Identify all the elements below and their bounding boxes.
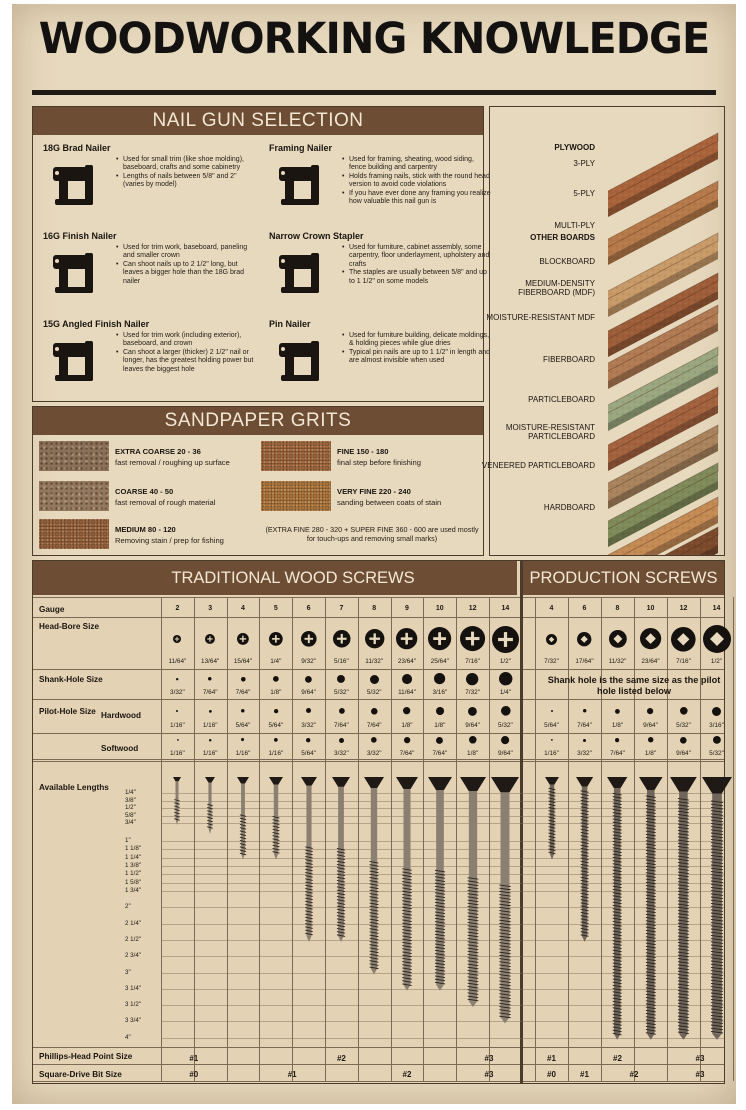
- gauge-value: 10: [646, 605, 655, 612]
- softwood-value: 1/8": [644, 750, 657, 757]
- board-label: PARTICLEBOARD: [528, 395, 595, 404]
- board-label: MOISTURE-RESISTANT MDF: [486, 313, 595, 322]
- gun-usage-item: • Can shoot nails up to 2 1/2" long, but leaves a bigger hole than the 18G brad nailer: [123, 261, 259, 286]
- head-bore-value: 7/32": [544, 658, 559, 665]
- hardwood-value: 1/8": [401, 722, 413, 729]
- gun-usage-item: • Holds framing nails, stick with the round head version to avoid code violations: [349, 173, 491, 190]
- nail-gun-section: [32, 106, 491, 402]
- head-bore-value: 11/32": [608, 658, 627, 665]
- row-label-softwood: Softwood: [101, 744, 139, 753]
- hardwood-value: 9/64": [465, 722, 480, 729]
- softwood-value: 3/32": [334, 750, 349, 757]
- gauge-value: 6: [582, 605, 587, 612]
- page-title: WOODWORKING KNOWLEDGE: [38, 14, 710, 64]
- board-label: HARDBOARD: [543, 503, 595, 512]
- row-label-gauge: Gauge: [39, 605, 65, 614]
- grid-rule: [161, 597, 162, 1081]
- softwood-value: 5/64": [301, 750, 316, 757]
- grit-swatch: [39, 519, 109, 549]
- head-bore-value: 1/4": [270, 658, 282, 665]
- length-label: 3 3/4": [125, 1017, 141, 1025]
- shank-hole-value: 5/32": [366, 689, 382, 696]
- shank-hole-value: 9/64": [301, 689, 316, 696]
- shank-hole-value: 5/32": [334, 689, 349, 696]
- board-label: BLOCKBOARD: [539, 257, 595, 266]
- gun-usage-list: [339, 244, 491, 286]
- hardwood-value: 1/16": [170, 722, 185, 729]
- square-size: #0: [189, 1070, 199, 1079]
- grit-use: fast removal of rough material: [115, 498, 216, 507]
- shank-hole-value: 1/8": [270, 689, 282, 696]
- length-label: 1 1/8": [125, 845, 141, 853]
- crown-stapler-icon: [271, 247, 333, 297]
- row-label-head_bore: Head-Bore Size: [39, 622, 100, 631]
- row-label-pilot_hole: Pilot-Hole Size: [39, 707, 96, 716]
- gauge-value: 2: [175, 605, 180, 612]
- length-label: 3 1/2": [125, 1001, 141, 1009]
- board-label: OTHER BOARDS: [530, 233, 595, 242]
- title-divider: [32, 90, 716, 95]
- grid-rule: [33, 1047, 724, 1048]
- grit-name: COARSE 40 - 50: [115, 487, 174, 496]
- softwood-value: 1/16": [170, 750, 185, 757]
- gun-usage-list: [113, 156, 259, 190]
- gun-name: 18G Brad Nailer: [43, 143, 111, 153]
- phillips-size: #1: [547, 1054, 556, 1063]
- grid-rule: [33, 1064, 724, 1065]
- row-label-lengths: Available Lengths: [39, 783, 109, 792]
- length-label: 1 1/2": [125, 870, 141, 878]
- gun-usage-item: • Used for furniture building, delicate moldings, & holding pieces while glue dries: [349, 332, 491, 349]
- row-label-shank_hole: Shank-Hole Size: [39, 675, 103, 684]
- grid-rule: [33, 733, 724, 734]
- shank-hole-value: 11/64": [398, 689, 416, 696]
- production-shank-note: Shank hole is the same size as the pilot hole listed below: [547, 675, 721, 696]
- grit-use: fast removal / roughing up surface: [115, 458, 230, 467]
- grid-rule: [33, 1081, 724, 1082]
- gun-usage-item: • Used for trim work, baseboard, paneling and smaller crown: [123, 244, 259, 261]
- grit-use: sanding between coats of stain: [337, 498, 442, 507]
- square-size: #2: [402, 1070, 412, 1079]
- head-bore-value: 15/64": [233, 658, 253, 665]
- shank-hole-value: 3/32": [170, 689, 185, 696]
- softwood-value: 9/64": [498, 750, 513, 757]
- head-bore-value: 1/2": [499, 658, 511, 665]
- square-size: #3: [695, 1070, 705, 1079]
- length-label: 3/4": [125, 819, 136, 826]
- hardwood-value: 7/64": [334, 722, 349, 729]
- board-label: 3-PLY: [573, 159, 595, 168]
- angled-nailer-icon: [45, 335, 107, 385]
- gauge-value: 12: [468, 605, 477, 612]
- grit-swatch: [261, 481, 331, 511]
- grid-rule: [194, 597, 195, 1081]
- gauge-value: 5: [273, 605, 278, 612]
- grid-rule: [227, 597, 228, 1081]
- head-bore-value: 23/64": [641, 658, 660, 665]
- length-label: 1 3/8": [125, 861, 141, 869]
- hardwood-value: 7/64": [366, 722, 382, 729]
- grid-rule: [535, 597, 536, 1081]
- board-label: 5-PLY: [573, 189, 595, 198]
- grid-rule: [33, 617, 724, 618]
- length-label: 1 3/4": [125, 886, 141, 894]
- gauge-value: 12: [679, 605, 688, 612]
- board-label: PLYWOOD: [554, 143, 595, 152]
- sandpaper-note: (EXTRA FINE 280 - 320 + SUPER FINE 360 - 600 are used mostly for touch-ups and removing small marks): [265, 525, 479, 543]
- length-label: 1 1/4": [125, 853, 141, 861]
- gauge-value: 7: [339, 605, 344, 612]
- softwood-value: 3/32": [577, 750, 592, 757]
- hardwood-value: 5/64": [235, 722, 251, 729]
- softwood-value: 3/32": [366, 750, 382, 757]
- softwood-value: 9/64": [676, 750, 691, 757]
- head-bore-value: 1/2": [710, 658, 723, 665]
- grid-rule: [33, 699, 724, 700]
- gun-usage-item: • Typical pin nails are up to 1 1/2" in length and are almost invisible when used: [349, 349, 491, 366]
- gun-usage-list: [113, 332, 259, 374]
- length-label: 2 1/2": [125, 935, 141, 943]
- hardwood-value: 1/8": [611, 722, 624, 729]
- brad-nailer-icon: [45, 159, 107, 209]
- softwood-value: 1/16": [235, 750, 251, 757]
- shank-hole-value: 7/64": [235, 689, 251, 696]
- grid-rule: [33, 761, 724, 762]
- head-bore-value: 23/64": [397, 658, 417, 665]
- softwood-value: 7/64": [399, 750, 415, 757]
- softwood-value: 7/64": [432, 750, 448, 757]
- head-bore-value: 13/64": [201, 658, 220, 665]
- softwood-value: 1/16": [268, 750, 284, 757]
- length-label: 2 1/4": [125, 919, 141, 927]
- gun-usage-item: • Used for furniture, cabinet assembly, some carpentry, floor underlayment, upholstery and crafts: [349, 244, 491, 269]
- gun-usage-list: [113, 244, 259, 286]
- gun-usage-list: [339, 156, 491, 206]
- grid-rule: [325, 597, 326, 1081]
- grit-swatch: [39, 481, 109, 511]
- phillips-size: #3: [484, 1054, 494, 1063]
- hardwood-value: 7/64": [577, 722, 592, 729]
- grid-rule: [391, 597, 392, 1081]
- head-bore-value: 5/16": [334, 658, 349, 665]
- phillips-size: #1: [189, 1054, 199, 1063]
- nail-gun-heading: NAIL GUN SELECTION: [33, 107, 483, 135]
- softwood-value: 1/16": [544, 750, 559, 757]
- pin-nailer-icon: [271, 335, 333, 385]
- hardwood-value: 5/32": [676, 722, 691, 729]
- board-label: VENEERED PARTICLEBOARD: [481, 461, 595, 470]
- softwood-value: 5/32": [709, 750, 724, 757]
- sandpaper-section: [32, 406, 484, 556]
- length-label: 1/4": [125, 789, 136, 796]
- grid-rule: [358, 597, 359, 1081]
- gauge-value: 4: [241, 605, 245, 612]
- grit-name: FINE 150 - 180: [337, 447, 389, 456]
- gun-usage-item: • If you have ever done any framing you realize how valuable this nail gun is: [349, 190, 491, 207]
- softwood-value: 1/8": [467, 750, 479, 757]
- grid-rule: [33, 597, 724, 598]
- gauge-value: 9: [405, 605, 409, 612]
- head-bore-value: 7/16": [676, 658, 691, 665]
- gauge-value: 8: [615, 605, 620, 612]
- hardwood-value: 1/8": [434, 722, 446, 729]
- gauge-value: 4: [549, 605, 554, 612]
- square-size: #1: [580, 1070, 589, 1079]
- gauge-value: 14: [712, 605, 721, 612]
- phillips-size: #3: [695, 1054, 705, 1063]
- poster: [12, 4, 736, 1104]
- board-label: MULTI-PLY: [554, 221, 595, 230]
- screws-section: [32, 560, 725, 1084]
- grit-name: VERY FINE 220 - 240: [337, 487, 411, 496]
- sandpaper-heading: SANDPAPER GRITS: [33, 407, 483, 435]
- square-size: #2: [629, 1070, 639, 1079]
- row-label-phillips: Phillips-Head Point Size: [39, 1052, 133, 1061]
- hardwood-value: 5/32": [498, 722, 513, 729]
- gun-name: 16G Finish Nailer: [43, 231, 117, 241]
- row-label-square: Square-Drive Bit Size: [39, 1070, 122, 1079]
- head-bore-value: 17/64": [575, 658, 594, 665]
- finish-nailer-icon: [45, 247, 107, 297]
- length-label: 1/2": [125, 804, 136, 811]
- grit-use: final step before finishing: [337, 458, 422, 467]
- gun-name: 15G Angled Finish Nailer: [43, 319, 150, 329]
- grid-rule: [33, 759, 724, 760]
- traditional-heading: TRADITIONAL WOOD SCREWS: [171, 569, 415, 587]
- shank-hole-value: 7/32": [465, 689, 480, 696]
- head-bore-value: 11/32": [365, 658, 384, 665]
- board-label: MEDIUM-DENSITY FIBERBOARD (MDF): [518, 279, 595, 297]
- production-heading: PRODUCTION SCREWS: [529, 569, 718, 587]
- gun-usage-item: • Used for framing, sheating, wood siding, fence building and carpentry: [349, 156, 491, 173]
- gun-usage-item: • The staples are usually between 5/8" and up to 1 1/2" on some models: [349, 269, 491, 286]
- softwood-value: 1/16": [202, 750, 218, 757]
- gauge-value: 3: [208, 605, 213, 612]
- grid-rule: [568, 597, 569, 1081]
- grid-rule: [601, 597, 602, 1081]
- length-label: 5/8": [125, 811, 136, 819]
- gauge-value: 6: [306, 605, 311, 612]
- length-label: 3/8": [125, 796, 136, 804]
- length-label: 2 3/4": [125, 952, 141, 960]
- grit-name: EXTRA COARSE 20 - 36: [115, 447, 201, 456]
- grit-name: MEDIUM 80 - 120: [115, 525, 176, 534]
- head-bore-value: 9/32": [301, 658, 316, 665]
- gauge-value: 10: [435, 605, 444, 612]
- length-label: 3 1/4": [125, 984, 141, 992]
- row-label-hardwood: Hardwood: [101, 711, 142, 720]
- square-size: #1: [287, 1070, 297, 1079]
- head-bore-value: 25/64": [430, 658, 449, 665]
- boards-section: [481, 106, 725, 556]
- shank-hole-value: 1/4": [499, 689, 511, 696]
- hardwood-value: 3/32": [301, 722, 316, 729]
- grit-swatch: [39, 441, 109, 471]
- board-label: MOISTURE-RESISTANT PARTICLEBOARD: [505, 423, 595, 441]
- grid-rule: [292, 597, 293, 1081]
- length-label: 1 5/8": [125, 878, 141, 886]
- boards-illustration: [490, 107, 724, 555]
- length-label: 4": [125, 1033, 131, 1041]
- length-label: 3": [125, 968, 131, 976]
- head-bore-value: 7/16": [465, 658, 480, 665]
- grit-use: Removing stain / prep for fishing: [115, 536, 224, 545]
- length-label: 1": [125, 837, 131, 844]
- gun-usage-item: • Used for trim work (including exterior), baseboard, and crown: [123, 332, 259, 349]
- phillips-size: #2: [336, 1054, 346, 1063]
- length-label: 2": [125, 903, 131, 911]
- gun-name: Pin Nailer: [269, 319, 311, 329]
- gun-usage-list: [339, 332, 491, 366]
- shank-hole-value: 3/16": [432, 689, 448, 696]
- gauge-value: 8: [372, 605, 377, 612]
- gun-name: Framing Nailer: [269, 143, 333, 153]
- hardwood-value: 5/64": [544, 722, 559, 729]
- gun-usage-item: • Can shoot a larger (thicker) 2 1/2" nail or longer, has the greatest holding power but leaves the biggest hole: [123, 349, 259, 374]
- framing-nailer-icon: [271, 159, 333, 209]
- gun-usage-item: • Lengths of nails between 5/8" and 2" (varies by model): [123, 173, 259, 190]
- softwood-value: 7/64": [610, 750, 625, 757]
- hardwood-value: 9/64": [643, 722, 658, 729]
- gun-usage-item: • Used for small trim (like shoe molding), baseboard, crafts and some cabinetry: [123, 156, 259, 173]
- square-size: #0: [547, 1070, 556, 1079]
- hardwood-value: 1/16": [202, 722, 218, 729]
- grit-swatch: [261, 441, 331, 471]
- gun-name: Narrow Crown Stapler: [269, 231, 364, 241]
- hardwood-value: 5/64": [268, 722, 284, 729]
- shank-hole-value: 7/64": [202, 689, 218, 696]
- hardwood-value: 3/16": [709, 722, 724, 729]
- square-size: #3: [484, 1070, 494, 1079]
- phillips-size: #2: [613, 1054, 622, 1063]
- head-bore-value: 11/64": [168, 658, 187, 665]
- board-label: FIBERBOARD: [542, 355, 595, 364]
- grid-rule: [33, 669, 724, 670]
- grid-rule: [259, 597, 260, 1081]
- gauge-value: 14: [501, 605, 510, 612]
